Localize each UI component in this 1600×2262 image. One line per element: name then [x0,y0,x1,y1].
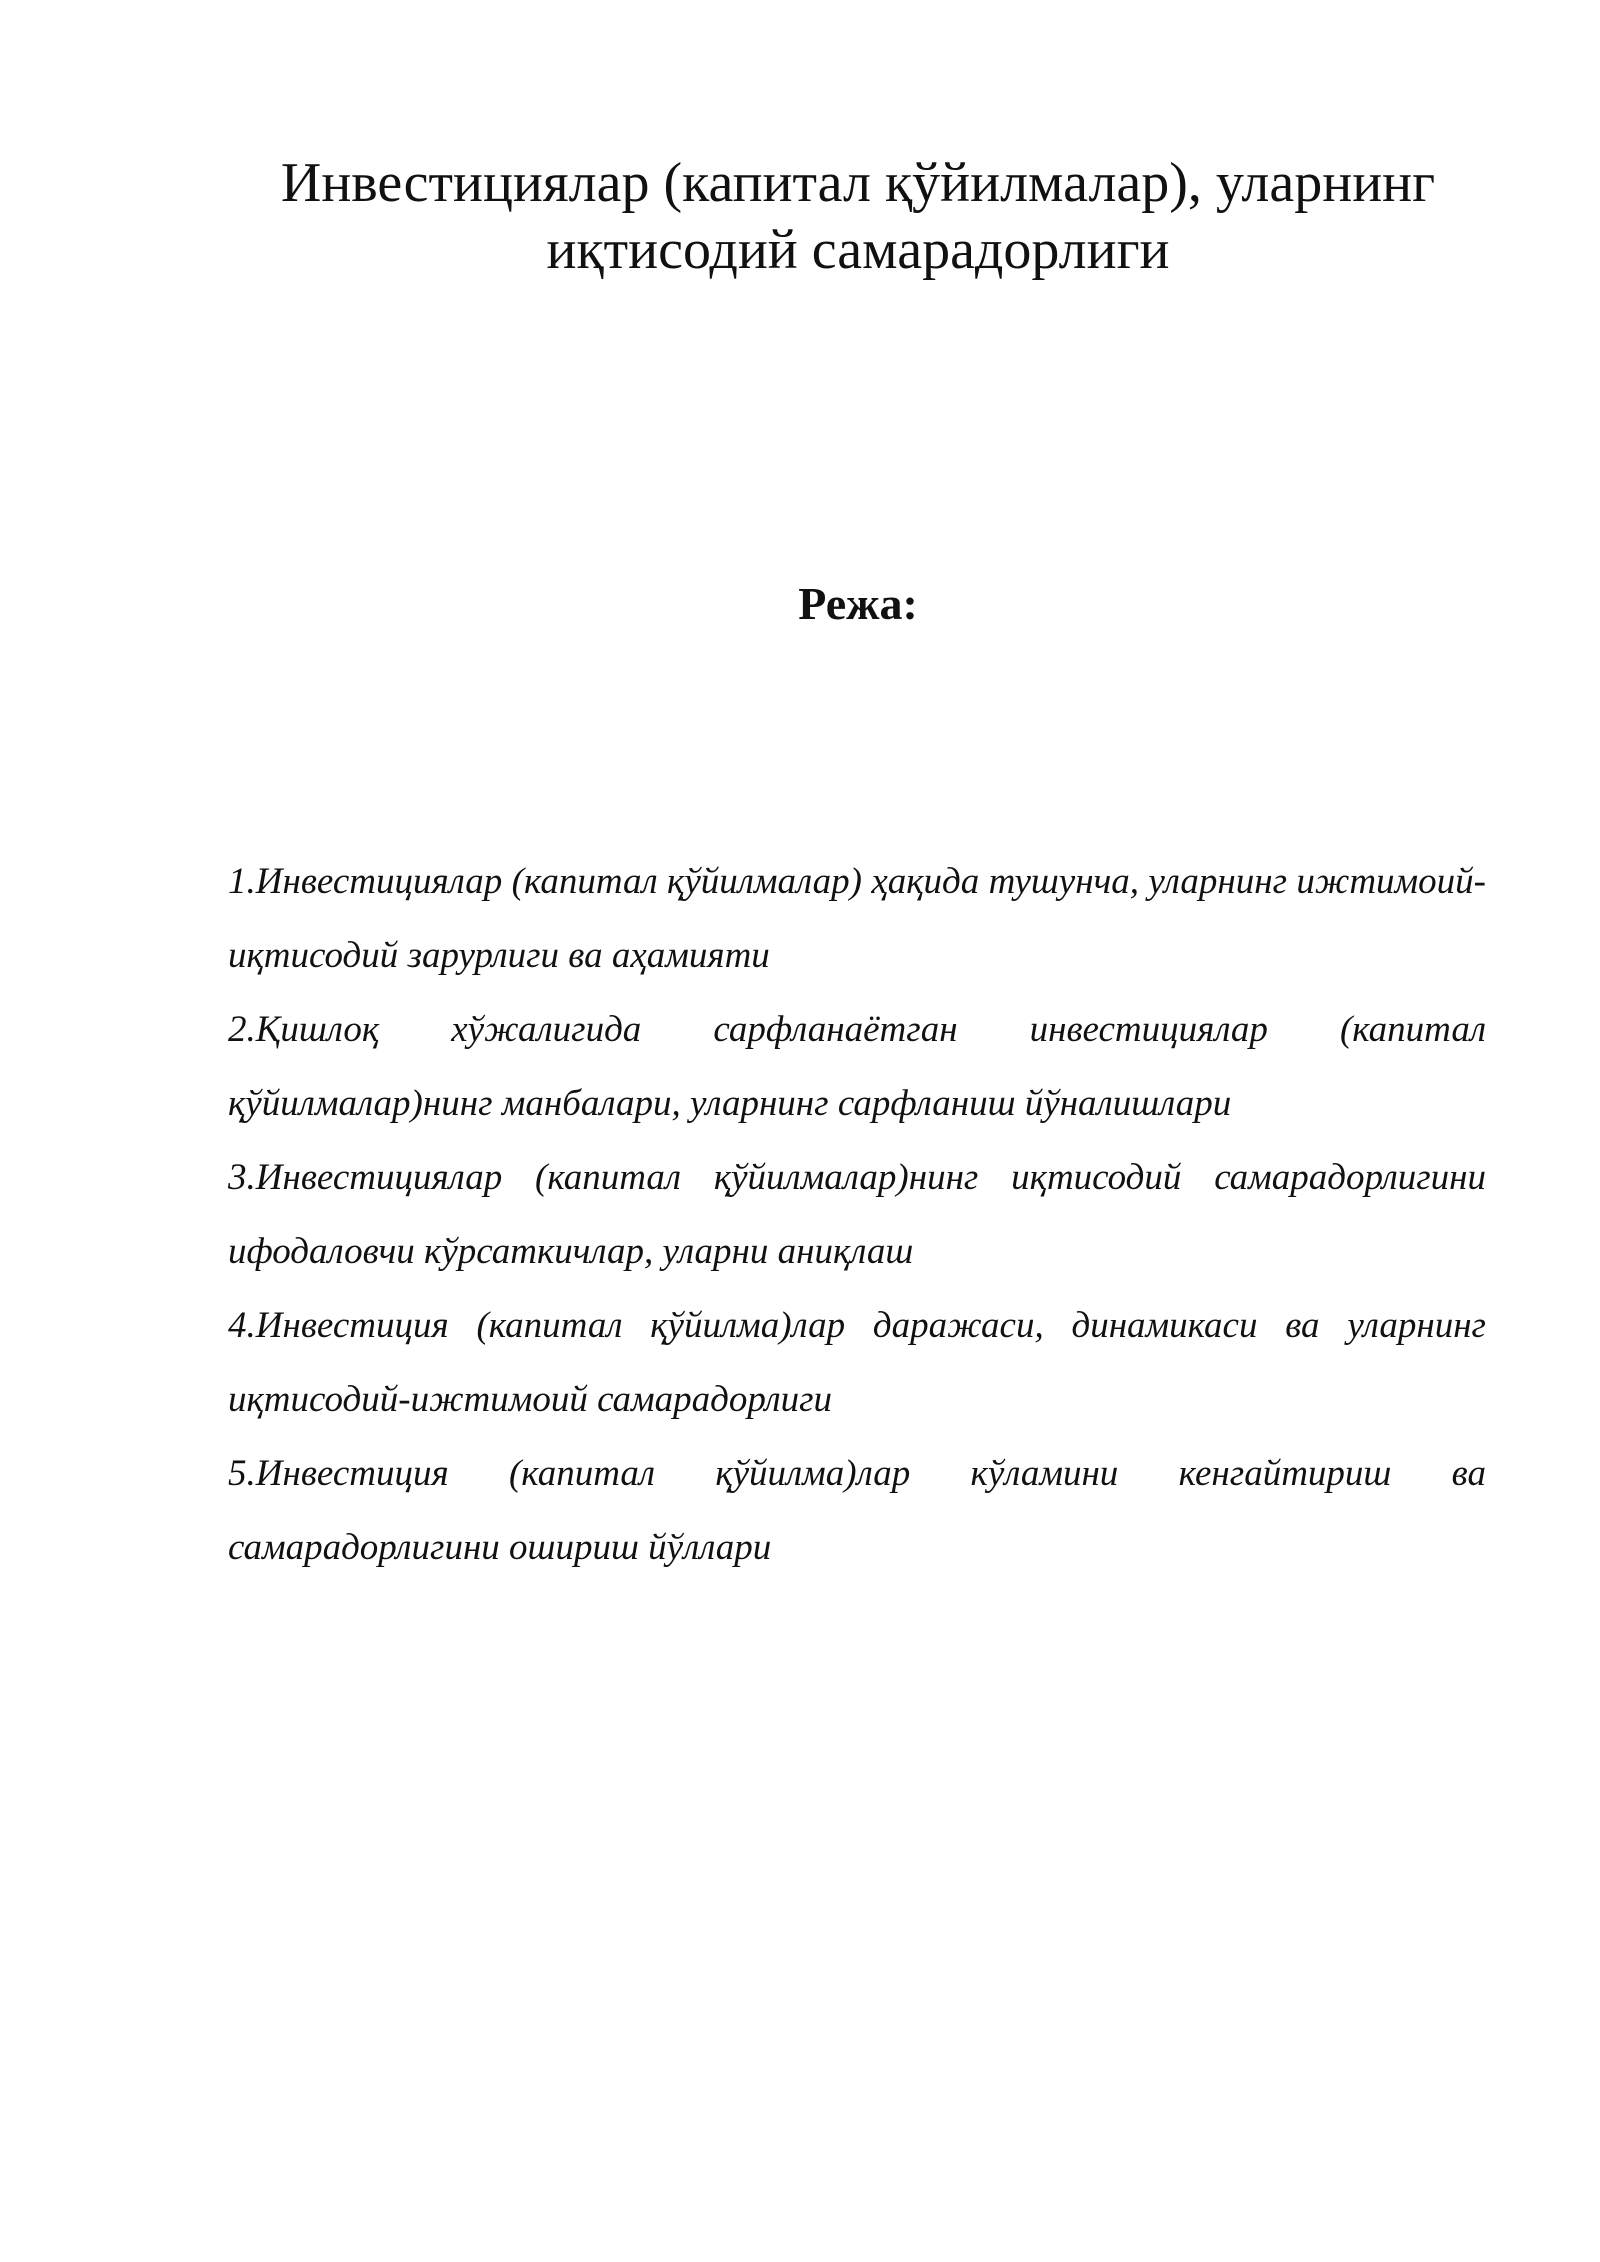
plan-item: 4.Инвестиция (капитал қўйилма)лар даражаси, динамикаси ва уларнинг иқтисодий-ижтимоий самарадорлиги [228,1305,1486,1420]
document-title [228,150,1488,284]
document-title-line: Инвестициялар (капитал қўйилмалар), уларнинг [280,152,1436,214]
plan-item: 2.Қишлоқ хўжалигида сарфланаётган инвестициялар (капитал қўйилмалар)нинг манбалари, уларнинг сарфланиш йўналишлари [228,1009,1486,1124]
document-title-line: иқтисодий самарадорлиги [546,219,1170,281]
plan-heading: Режа: [798,578,918,629]
plan-item: 1.Инвестициялар (капитал қўйилмалар) ҳақида тушунча, уларнинг ижтимоий-иқтисодий зарурлиги ва аҳамияти [228,861,1486,976]
plan-list [228,845,1486,1585]
plan-item: 3.Инвестициялар (капитал қўйилмалар)нинг иқтисодий самарадорлигини ифодаловчи кўрсаткичлар, уларни аниқлаш [228,1157,1486,1272]
plan-item: 5.Инвестиция (капитал қўйилма)лар кўламини кенгайтириш ва самарадорлигини ошириш йўллари [228,1453,1486,1568]
